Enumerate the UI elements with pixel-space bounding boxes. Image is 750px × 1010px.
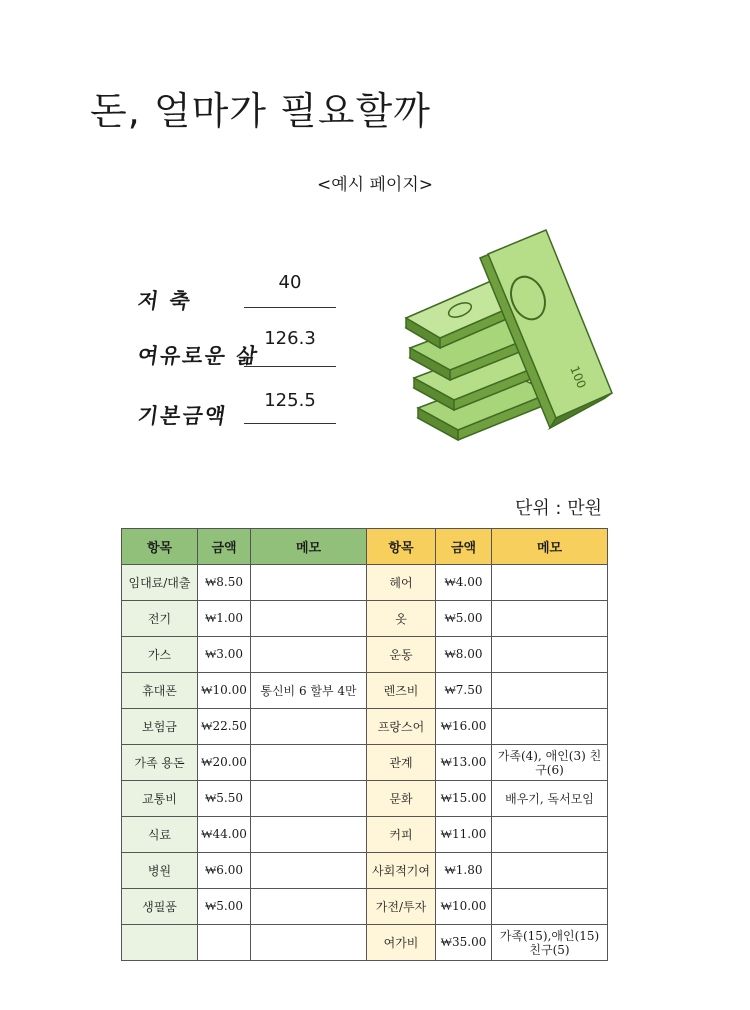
right-amount-cell: ₩35.00 — [436, 925, 492, 961]
table-row — [122, 781, 608, 817]
right-amount-cell: ₩10.00 — [436, 889, 492, 925]
table-row — [122, 673, 608, 709]
basic-amount-label: 기본금액 — [136, 403, 229, 428]
left-item-cell — [122, 925, 198, 961]
right-item-cell: 문화 — [367, 781, 436, 817]
left-memo-cell — [251, 637, 367, 673]
left-memo-cell — [251, 565, 367, 601]
right-memo-cell — [492, 637, 608, 673]
right-amount-cell: ₩13.00 — [436, 745, 492, 781]
left-amount-cell — [198, 925, 251, 961]
table-row — [122, 601, 608, 637]
left-memo-cell — [251, 853, 367, 889]
savings-value: 40 — [278, 272, 302, 293]
table-row — [122, 853, 608, 889]
right-amount-cell: ₩11.00 — [436, 817, 492, 853]
budget-table — [121, 528, 608, 961]
left-memo-cell — [251, 817, 367, 853]
right-amount-cell: ₩7.50 — [436, 673, 492, 709]
right-amount-cell: ₩16.00 — [436, 709, 492, 745]
right-item-cell: 프랑스어 — [367, 709, 436, 745]
left-memo-cell: 통신비 6 할부 4만 — [251, 673, 367, 709]
right-memo-cell — [492, 709, 608, 745]
table-row — [122, 745, 608, 781]
left-amount-cell: ₩8.50 — [198, 565, 251, 601]
right-amount-cell: ₩5.00 — [436, 601, 492, 637]
right-item-cell: 렌즈비 — [367, 673, 436, 709]
right-memo-cell — [492, 673, 608, 709]
left-memo-cell — [251, 925, 367, 961]
left-memo-cell — [251, 781, 367, 817]
right-amount-cell: ₩4.00 — [436, 565, 492, 601]
left-item-cell: 생필품 — [122, 889, 198, 925]
right-item-cell: 여가비 — [367, 925, 436, 961]
table-row — [122, 817, 608, 853]
right-memo-cell — [492, 853, 608, 889]
table-row — [122, 889, 608, 925]
left-item-cell: 가스 — [122, 637, 198, 673]
right-amount-cell: ₩15.00 — [436, 781, 492, 817]
header-memo-left: 메모 — [251, 529, 367, 565]
money-stack-illustration — [400, 228, 620, 443]
header-memo-right: 메모 — [492, 529, 608, 565]
left-amount-cell: ₩3.00 — [198, 637, 251, 673]
header-item-left: 항목 — [122, 529, 198, 565]
basic-amount-underline — [244, 423, 336, 424]
table-header-row — [122, 529, 608, 565]
left-memo-cell — [251, 601, 367, 637]
right-memo-cell — [492, 817, 608, 853]
left-memo-cell — [251, 745, 367, 781]
right-item-cell: 운동 — [367, 637, 436, 673]
left-amount-cell: ₩5.50 — [198, 781, 251, 817]
left-memo-cell — [251, 889, 367, 925]
right-memo-cell — [492, 601, 608, 637]
right-memo-cell: 배우기, 독서모임 — [492, 781, 608, 817]
savings-underline — [244, 307, 336, 308]
savings-label: 저 축 — [136, 288, 194, 313]
left-amount-cell: ₩5.00 — [198, 889, 251, 925]
basic-amount-value: 125.5 — [264, 390, 316, 411]
left-item-cell: 임대료/대출 — [122, 565, 198, 601]
svg-text:100: 100 — [567, 363, 589, 391]
left-memo-cell — [251, 709, 367, 745]
comfortable-life-label: 여유로운 삶 — [136, 343, 261, 368]
right-item-cell: 사회적기여 — [367, 853, 436, 889]
left-amount-cell: ₩1.00 — [198, 601, 251, 637]
left-amount-cell: ₩22.50 — [198, 709, 251, 745]
right-memo-cell — [492, 889, 608, 925]
header-item-right: 항목 — [367, 529, 436, 565]
right-item-cell: 커피 — [367, 817, 436, 853]
left-item-cell: 교통비 — [122, 781, 198, 817]
header-amount-left: 금액 — [198, 529, 251, 565]
header-amount-right: 금액 — [436, 529, 492, 565]
table-row — [122, 925, 608, 961]
left-item-cell: 전기 — [122, 601, 198, 637]
left-amount-cell: ₩10.00 — [198, 673, 251, 709]
table-row — [122, 565, 608, 601]
left-item-cell: 가족 용돈 — [122, 745, 198, 781]
comfortable-life-underline — [244, 366, 336, 367]
right-item-cell: 옷 — [367, 601, 436, 637]
right-item-cell: 관계 — [367, 745, 436, 781]
right-amount-cell: ₩8.00 — [436, 637, 492, 673]
right-memo-cell — [492, 565, 608, 601]
right-item-cell: 헤어 — [367, 565, 436, 601]
page-subtitle: <예시 페이지> — [316, 175, 433, 195]
right-memo-cell: 가족(4), 애인(3) 친구(6) — [492, 745, 608, 781]
right-item-cell: 가전/투자 — [367, 889, 436, 925]
left-item-cell: 보험금 — [122, 709, 198, 745]
left-amount-cell: ₩6.00 — [198, 853, 251, 889]
right-amount-cell: ₩1.80 — [436, 853, 492, 889]
left-amount-cell: ₩20.00 — [198, 745, 251, 781]
right-memo-cell: 가족(15),애인(15) 친구(5) — [492, 925, 608, 961]
left-item-cell: 식료 — [122, 817, 198, 853]
page-title: 돈, 얼마가 필요할까 — [90, 89, 431, 133]
comfortable-life-value: 126.3 — [264, 328, 316, 349]
table-row — [122, 709, 608, 745]
left-item-cell: 휴대폰 — [122, 673, 198, 709]
left-amount-cell: ₩44.00 — [198, 817, 251, 853]
unit-label: 단위 : 만원 — [514, 498, 602, 519]
left-item-cell: 병원 — [122, 853, 198, 889]
table-row — [122, 637, 608, 673]
